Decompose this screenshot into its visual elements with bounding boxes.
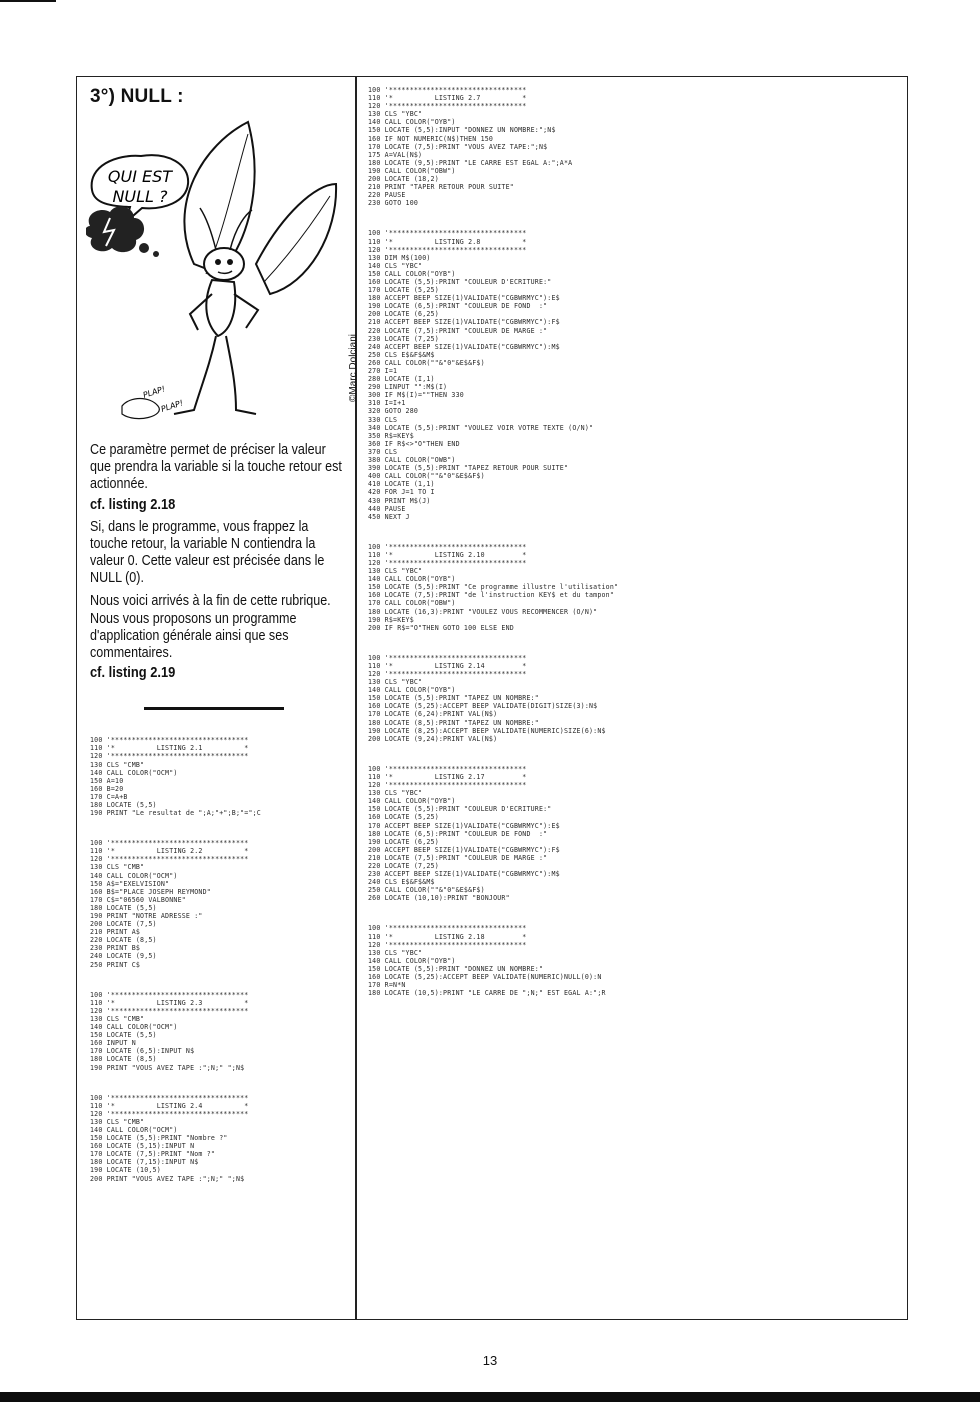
code-line: 100 '********************************* [90,1093,249,1102]
code-line: 120 '********************************* [368,245,527,254]
code-line: 100 '********************************* [368,86,527,94]
code-line: 200 LOCATE (6,25) [368,310,439,319]
listing-reference: cf. listing 2.19 [90,664,176,682]
code-listing [368,924,896,997]
code-listing [368,765,896,903]
dust-cloud-icon [122,399,159,419]
code-line: 100 '********************************* [90,839,249,848]
code-line: 150 LOCATE (5,5):PRINT "TAPEZ UN NOMBRE:" [368,694,539,703]
code-line: 110 '* LISTING 2.7 * [368,94,527,103]
code-line: 220 LOCATE (7,25) [368,861,439,870]
code-line: 170 LOCATE (5,25) [368,286,439,295]
code-line: 110 '* LISTING 2.14 * [368,661,527,670]
code-line: 190 R$=KEY$ [368,615,414,624]
code-line: 100 '********************************* [368,229,527,238]
right-listings [368,86,900,997]
code-line: 130 CLS "YBC" [368,567,423,576]
code-line: 180 LOCATE (16,3):PRINT "VOULEZ VOUS RECOMMENCER (O/N)" [368,607,598,616]
code-line: 250 CALL COLOR(""&"0"&E$&F$) [368,886,485,895]
code-line: 170 LOCATE (7,5):PRINT "Nom ?" [90,1150,216,1159]
wing-vein [264,196,330,282]
code-line: 250 CLS E$&F$&M$ [368,350,435,359]
code-line: 200 ACCEPT BEEP SIZE(1)VALIDATE("CGBWRMYC"):F$ [368,845,560,854]
code-line: 210 ACCEPT BEEP SIZE(1)VALIDATE("CGBWRMYC"):F$ [368,318,560,327]
code-line: 300 IF M$(I)=""THEN 330 [368,391,464,400]
code-line: 150 A$="EXELVISION" [90,879,170,888]
code-line: 160 LOCATE (5,25):ACCEPT BEEP VALIDATE(DIGIT)SIZE(3):N$ [368,702,598,711]
eye [227,259,233,265]
code-line: 180 ACCEPT BEEP SIZE(1)VALIDATE("CGBWRMYC"):E$ [368,294,560,303]
paragraph [90,442,348,513]
code-line: 110 '* LISTING 2.4 * [90,1101,249,1110]
code-line: 110 '* LISTING 2.8 * [368,237,527,246]
code-line: 190 LOCATE (6,5):PRINT "COULEUR DE FOND :" [368,302,548,311]
separator-rule [144,707,284,710]
code-line: 160 LOCATE (5,25) [368,813,439,822]
code-line: 150 LOCATE (5,5):PRINT "Nombre ?" [90,1134,228,1143]
code-line: 110 '* LISTING 2.10 * [368,550,527,559]
code-line: 100 '********************************* [368,764,527,773]
code-line: 180 LOCATE (5,5) [90,800,157,809]
paragraph-text: Si, dans le programme, vous frappez la touche retour, la variable N contiendra la valeur 0. Cette valeur est précisée dans le NULL (0). [90,518,325,587]
code-line: 190 LOCATE (8,25):ACCEPT BEEP VALIDATE(NUMERIC)SIZE(6):N$ [368,726,606,735]
code-line: 380 CALL COLOR("OWB") [368,456,456,465]
code-line: 130 CLS "CMB" [90,1014,145,1023]
body-text [90,442,348,681]
code-line: 140 CALL COLOR("OCM") [90,871,178,880]
code-line: 170 CALL COLOR("OBW") [368,599,456,608]
code-line: 150 LOCATE (5,5):PRINT "COULEUR D'ECRITURE:" [368,805,552,814]
code-line: 210 PRINT A$ [90,928,141,937]
code-line: 130 CLS "YBC" [368,678,423,687]
code-line: 170 ACCEPT BEEP SIZE(1)VALIDATE("CGBWRMYC"):E$ [368,821,560,830]
code-line: 120 '********************************* [90,1006,249,1015]
code-line: 180 LOCATE (8,5) [90,1055,157,1064]
code-line: 190 PRINT "VOUS AVEZ TAPE :";N;" ";N$ [90,1063,245,1072]
code-line: 420 FOR J=1 TO I [368,488,435,497]
code-line: 250 PRINT C$ [90,960,141,969]
code-line: 220 LOCATE (8,5) [90,936,157,945]
page-number: 13 [482,1353,498,1368]
code-line: 220 PAUSE [368,191,406,200]
code-line: 140 CALL COLOR("OYB") [368,956,456,965]
code-line: 170 LOCATE (7,5):PRINT "VOUS AVEZ TAPE:";N$ [368,142,548,151]
code-line: 410 LOCATE (1,1) [368,480,435,489]
code-line: 160 IF NOT NUMERIC(N$)THEN 150 [368,134,494,143]
code-line: 170 C=A+B [90,792,128,801]
code-line: 450 NEXT J [368,512,410,521]
code-line: 190 CALL COLOR("OBW") [368,166,456,175]
code-listing [90,1094,352,1183]
right-leg [226,336,256,414]
code-listing [90,839,352,969]
code-line: 120 '********************************* [90,855,249,864]
code-line: 150 LOCATE (5,5) [90,1031,157,1040]
eye [215,259,221,265]
code-line: 130 CLS "YBC" [368,789,423,798]
code-line: 400 CALL COLOR(""&"0"&E$&F$) [368,472,485,481]
left-column [90,86,359,1205]
code-line: 130 CLS "YBC" [368,948,423,957]
code-line: 230 PRINT B$ [90,944,141,953]
thought-dot-icon [153,251,159,257]
code-line: 110 '* LISTING 2.3 * [90,998,249,1007]
code-line: 200 LOCATE (7,5) [90,920,157,929]
antenna [200,208,216,250]
paragraph-text: Ce paramètre permet de préciser la valeur que prendra la variable si la touche retour est actionnée. [90,442,342,493]
code-line: 350 R$=KEY$ [368,431,414,440]
code-listing [368,229,896,520]
code-line: 230 ACCEPT BEEP SIZE(1)VALIDATE("CGBWRMYC"):M$ [368,870,560,879]
code-line: 310 I=I+1 [368,399,406,408]
code-line: 440 PAUSE [368,504,406,513]
code-line: 360 IF R$<>"O"THEN END [368,439,460,448]
body [206,280,235,336]
code-line: 150 LOCATE (5,5):PRINT "Ce programme illustre l'utilisation" [368,583,619,592]
code-line: 180 LOCATE (9,5):PRINT "LE CARRE EST EGAL A:";A*A [368,158,573,167]
code-line: 370 CLS [368,447,398,456]
code-line: 170 C$="06560 VALBONNE" [90,895,186,904]
code-line: 390 LOCATE (5,5):PRINT "TAPEZ RETOUR POUR SUITE" [368,464,569,473]
code-line: 260 CALL COLOR(""&"0"&E$&F$) [368,358,485,367]
code-line: 210 LOCATE (7,5):PRINT "COULEUR DE MARGE :" [368,853,548,862]
code-line: 160 LOCATE (5,15):INPUT N [90,1142,195,1151]
code-line: 320 GOTO 280 [368,407,419,416]
code-listing [368,86,896,207]
code-line: 160 LOCATE (5,25):ACCEPT BEEP VALIDATE(NUMERIC)NULL(0):N [368,973,602,981]
listing-reference: cf. listing 2.18 [90,495,176,513]
code-line: 180 LOCATE (6,5):PRINT "COULEUR DE FOND :" [368,829,548,838]
code-line: 100 '********************************* [368,924,527,933]
code-line: 100 '********************************* [368,542,527,551]
sound-effect-2: PLAP! [159,398,185,414]
code-line: 160 LOCATE (5,5):PRINT "COULEUR D'ECRITURE:" [368,277,552,286]
code-line: 130 CLS "YBC" [368,110,423,119]
head [204,248,244,280]
code-line: 170 LOCATE (6,5):INPUT N$ [90,1047,195,1056]
sound-effect-1: PLAP! [141,384,167,400]
paragraph-text: Nous voici arrivés à la fin de cette rubrique. Nous vous proposons un programme d'application générale ainsi que ses commentaires. [90,593,331,662]
corner-crop-mark [0,0,56,2]
code-line: 190 LOCATE (6,25) [368,837,439,846]
cartoon-illustration [86,114,348,432]
code-line: 230 GOTO 100 [368,199,419,208]
code-line: 270 I=1 [368,367,398,375]
code-line: 175 A=VAL(N$) [368,150,423,159]
code-line: 190 PRINT "NOTRE ADRESSE :" [90,912,203,921]
code-line: 150 CALL COLOR("OYB") [368,269,456,278]
speech-bubble-line-1: QUI EST [107,167,173,186]
code-line: 330 CLS [368,415,398,424]
code-line: 140 CALL COLOR("OYB") [368,118,456,127]
paragraph [90,593,348,681]
code-line: 110 '* LISTING 2.1 * [90,744,249,753]
code-line: 230 LOCATE (7,25) [368,334,439,343]
code-line: 120 '********************************* [368,781,527,790]
code-line: 200 PRINT "VOUS AVEZ TAPE :";N;" ";N$ [90,1174,245,1183]
code-listing [368,543,896,632]
code-line: 200 LOCATE (18,2) [368,175,439,184]
code-line: 170 LOCATE (6,24):PRINT VAL(N$) [368,710,498,719]
code-line: 100 '********************************* [90,990,249,999]
code-line: 110 '* LISTING 2.18 * [368,932,527,941]
code-line: 260 LOCATE (10,10):PRINT "BONJOUR" [368,894,510,903]
code-line: 120 '********************************* [368,558,527,567]
code-line: 140 CALL COLOR("OYB") [368,575,456,584]
code-line: 170 R=N*N [368,981,406,990]
code-line: 160 INPUT N [90,1039,136,1048]
right-column [368,86,900,1019]
code-line: 150 LOCATE (5,5):PRINT "DONNEZ UN NOMBRE:" [368,964,544,973]
code-line: 280 LOCATE (I,1) [368,375,435,384]
code-line: 150 A=10 [90,776,124,785]
code-line: 180 LOCATE (10,5):PRINT "LE CARRE DE ";N;" EST EGAL A:";R [368,989,606,998]
code-line: 140 CALL COLOR("OCM") [90,1023,178,1032]
code-line: 140 CALL COLOR("OYB") [368,686,456,695]
code-listing [90,736,352,817]
code-line: 120 '********************************* [368,940,527,949]
right-arm [234,294,258,328]
code-line: 180 LOCATE (7,15):INPUT N$ [90,1158,199,1167]
code-line: 100 '********************************* [90,736,249,745]
code-line: 120 '********************************* [368,670,527,678]
code-line: 240 LOCATE (9,5) [90,952,157,961]
code-line: 110 '* LISTING 2.2 * [90,847,249,856]
code-line: 340 LOCATE (5,5):PRINT "VOULEZ VOIR VOTRE TEXTE (O/N)" [368,423,594,432]
scan-bottom-edge [0,1392,980,1402]
code-line: 160 B$="PLACE JOSEPH REYMOND" [90,887,211,896]
code-line: 120 '********************************* [90,752,249,761]
code-line: 200 IF R$="O"THEN GOTO 100 ELSE END [368,623,514,632]
code-line: 100 '********************************* [368,653,527,662]
section-heading: 3°) NULL : [90,86,184,107]
code-line: 180 LOCATE (8,5):PRINT "TAPEZ UN NOMBRE:" [368,718,539,727]
code-line: 130 CLS "CMB" [90,863,145,872]
thought-dot-icon [139,243,149,253]
code-line: 140 CALL COLOR("OCM") [90,768,178,777]
code-line: 120 '********************************* [368,102,527,111]
code-line: 130 DIM M$(100) [368,253,431,262]
column-divider [355,76,357,1320]
speech-bubble-line-2: NULL ? [112,187,168,206]
code-line: 190 LOCATE (10,5) [90,1166,161,1175]
code-line: 180 LOCATE (5,5) [90,903,157,912]
butterfly-cartoon [86,114,359,432]
code-line: 150 LOCATE (5,5):INPUT "DONNEZ UN NOMBRE:";N$ [368,126,556,135]
code-line: 240 CLS E$&F$&M$ [368,878,435,887]
code-listing [368,654,896,743]
code-line: 290 LINPUT "":M$(I) [368,383,448,392]
code-line: 140 CALL COLOR("OYB") [368,797,456,806]
code-line: 120 '********************************* [90,1109,249,1118]
code-line: 130 CLS "CMB" [90,1117,145,1126]
code-listing [90,991,352,1072]
code-line: 240 ACCEPT BEEP SIZE(1)VALIDATE("CGBWRMYC"):M$ [368,342,560,351]
illustration-credit: ©Marc Dolciani [348,334,359,402]
code-line: 200 LOCATE (9,24):PRINT VAL(N$) [368,734,498,743]
code-line: 210 PRINT "TAPER RETOUR POUR SUITE" [368,183,514,192]
code-line: 160 LOCATE (7,5):PRINT "de l'instruction KEY$ et du tampon" [368,591,615,600]
left-listings [90,736,348,1182]
code-line: 140 CLS "YBC" [368,261,423,270]
code-line: 160 B=20 [90,784,124,793]
code-line: 220 LOCATE (7,5):PRINT "COULEUR DE MARGE :" [368,326,548,335]
code-line: 130 CLS "CMB" [90,760,145,769]
paragraph [90,519,348,588]
code-line: 110 '* LISTING 2.17 * [368,772,527,781]
code-line: 430 PRINT M$(J) [368,496,431,505]
code-line: 140 CALL COLOR("OCM") [90,1125,178,1134]
code-line: 190 PRINT "Le resultat de ";A;"+";B;"=";C [90,809,261,818]
